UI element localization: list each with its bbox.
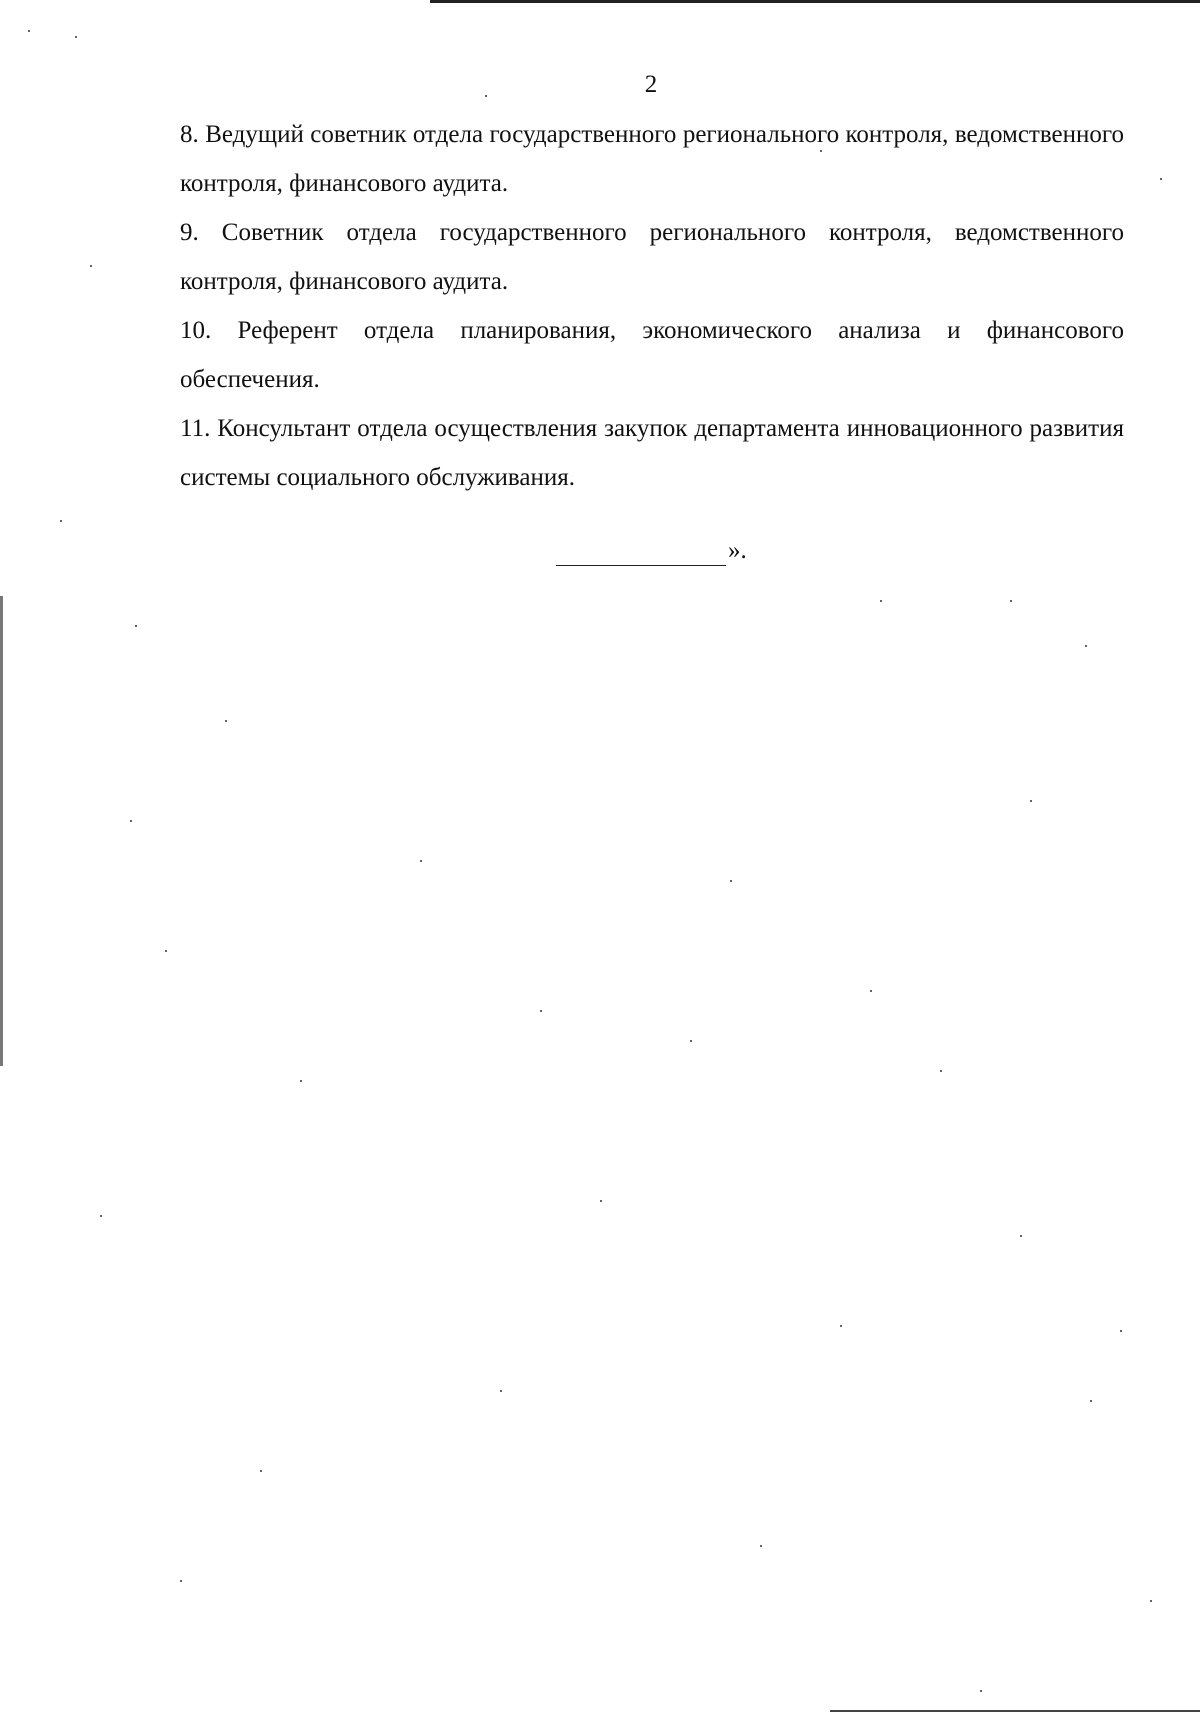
scan-speck (260, 1470, 262, 1472)
item-text: Консультант отдела осуществления закупок департамента инновационного развития системы социального обслуживания. (180, 415, 1124, 491)
scan-edge-top (430, 0, 1200, 3)
scan-speck (165, 950, 167, 952)
closing-quote: ». (728, 537, 747, 564)
scan-speck (420, 860, 422, 862)
scan-speck (500, 1390, 502, 1392)
item-text: Референт отдела планирования, экономического анализа и финансового обеспечения. (180, 317, 1124, 393)
scan-speck (1160, 178, 1162, 180)
scan-speck (880, 600, 882, 602)
scan-speck (485, 95, 487, 97)
scan-speck (28, 30, 30, 32)
list-item (180, 306, 1124, 404)
scan-speck (1085, 645, 1087, 647)
item-text: Советник отдела государственного регионального контроля, ведомственного контроля, финансового аудита. (180, 219, 1125, 295)
scan-speck (690, 1040, 692, 1042)
scan-speck (300, 1080, 302, 1082)
scan-speck (760, 1545, 762, 1547)
item-text: Ведущий советник отдела государственного регионального контроля, ведомственного контроля, финансового аудита. (180, 121, 1125, 197)
item-number: 9. (180, 219, 199, 246)
position-list (180, 110, 1124, 502)
scan-speck (840, 1325, 842, 1327)
scan-speck (1090, 1400, 1092, 1402)
list-item (180, 404, 1124, 502)
list-item (180, 208, 1124, 306)
scan-edge-bottom (830, 1710, 1200, 1712)
scan-speck (100, 1215, 102, 1217)
scan-speck (135, 625, 137, 627)
item-number: 8. (180, 121, 199, 148)
scan-speck (980, 1690, 982, 1692)
scan-speck (1010, 600, 1012, 602)
scan-speck (180, 1580, 182, 1582)
closing-line (556, 536, 747, 566)
list-item (180, 110, 1124, 208)
scan-speck (60, 520, 62, 522)
scan-speck (870, 990, 872, 992)
scan-speck (820, 150, 822, 152)
scan-speck (1120, 1330, 1122, 1332)
scan-speck (940, 1070, 942, 1072)
scan-speck (90, 265, 92, 267)
scan-speck (540, 1010, 542, 1012)
scan-speck (225, 720, 227, 722)
underline-rule (556, 539, 726, 566)
scan-speck (600, 1200, 602, 1202)
scan-speck (1020, 1235, 1022, 1237)
scan-speck (1150, 1600, 1152, 1602)
scan-speck (1030, 800, 1032, 802)
item-number: 11. (180, 415, 211, 442)
scan-speck (730, 880, 732, 882)
scan-edge-left (0, 596, 3, 1066)
scan-speck (130, 820, 132, 822)
page-number: 2 (644, 71, 658, 98)
item-number: 10. (180, 317, 212, 344)
scan-speck (75, 36, 77, 38)
